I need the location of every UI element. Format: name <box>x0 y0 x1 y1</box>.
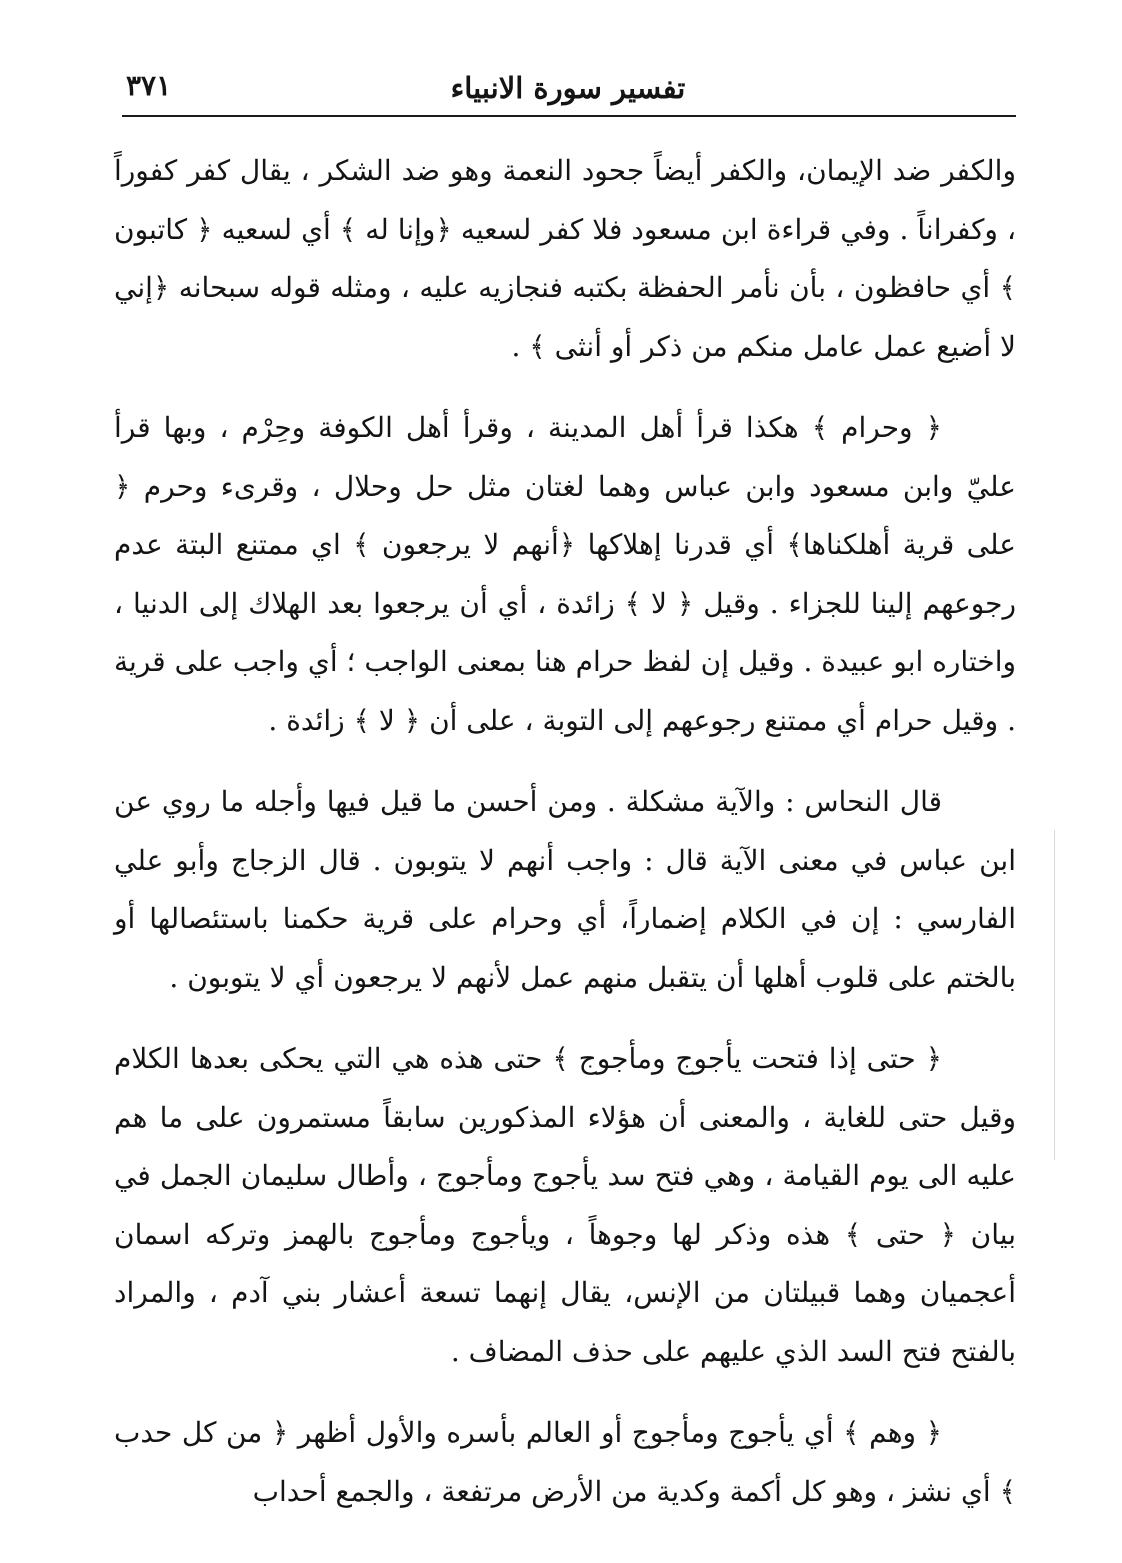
body-text <box>114 142 1016 1544</box>
paragraph: قال النحاس : والآية مشكلة . ومن أحسن ما قيل فيها وأجله ما روي عن ابن عباس في معنى الآية قال : واجب أنهم لا يتوبون . قال الزجاج وأبو علي الفارسي : إن في الكلام إضماراً، أي وحرام على قرية حكمنا باستئصالها أو بالختم على قلوب أهلها أن يتقبل منهم عمل لأنهم لا يرجعون أي لا يتوبون . <box>114 785 1016 994</box>
paragraph: ﴿ وحرام ﴾ هكذا قرأ أهل المدينة ، وقرأ أهل الكوفة وحِرْم ، وبها قرأ عليّ وابن مسعود وابن عباس وهما لغتان مثل حل وحلال ، وقرىء وحرم ﴿ على قرية أهلكناها﴾ أي قدرنا إهلاكها ﴿أنهم لا يرجعون ﴾ اي ممتنع البتة عدم رجوعهم إلينا للجزاء . وقيل ﴿ لا ﴾ زائدة ، أي أن يرجعوا بعد الهلاك إلى الدنيا ، واختاره ابو عبيدة . وقيل إن لفظ حرام هنا بمعنى الواجب ؛ أي واجب على قرية . وقيل حرام أي ممتنع رجوعهم إلى التوبة ، على أن ﴿ لا ﴾ زائدة . <box>114 411 1016 737</box>
page-number: ٣٧١ <box>126 69 172 102</box>
paragraph: ﴿ حتى إذا فتحت يأجوج ومأجوج ﴾ حتى هذه هي التي يحكى بعدها الكلام وقيل حتى للغاية ، والمعنى أن هؤلاء المذكورين سابقاً مستمرون على ما هم عليه الى يوم القيامة ، وهي فتح سد يأجوج ومأجوج ، وأطال سليمان الجمل في بيان ﴿ حتى ﴾ هذه وذكر لها وجوهاً ، ويأجوج ومأجوج بالهمز وتركه اسمان أعجميان وهما قبيلتان من الإنس، يقال إنهما تسعة أعشار بني آدم ، والمراد بالفتح فتح السد الذي عليهم على حذف المضاف . <box>114 1042 1016 1368</box>
paragraph: والكفر ضد الإيمان، والكفر أيضاً جحود النعمة وهو ضد الشكر ، يقال كفر كفوراً ، وكفراناً . وفي قراءة ابن مسعود فلا كفر لسعيه ﴿وإنا له ﴾ أي لسعيه ﴿ كاتبون ﴾ أي حافظون ، بأن نأمر الحفظة بكتبه فنجازيه عليه ، ومثله قوله سبحانه ﴿إني لا أضيع عمل عامل منكم من ذكر أو أنثى ﴾ . <box>114 154 1016 363</box>
page-header <box>120 56 1016 116</box>
running-title: تفسير سورة الانبياء <box>450 71 686 105</box>
paragraph: ﴿ وهم ﴾ أي يأجوج ومأجوج أو العالم بأسره والأول أظهر ﴿ من كل حدب ﴾ أي نشز ، وهو كل أكمة وكدية من الأرض مرتفعة ، والجمع أحداب <box>114 1416 1016 1508</box>
scan-margin-mark <box>1054 830 1055 1160</box>
header-divider <box>122 115 1016 117</box>
